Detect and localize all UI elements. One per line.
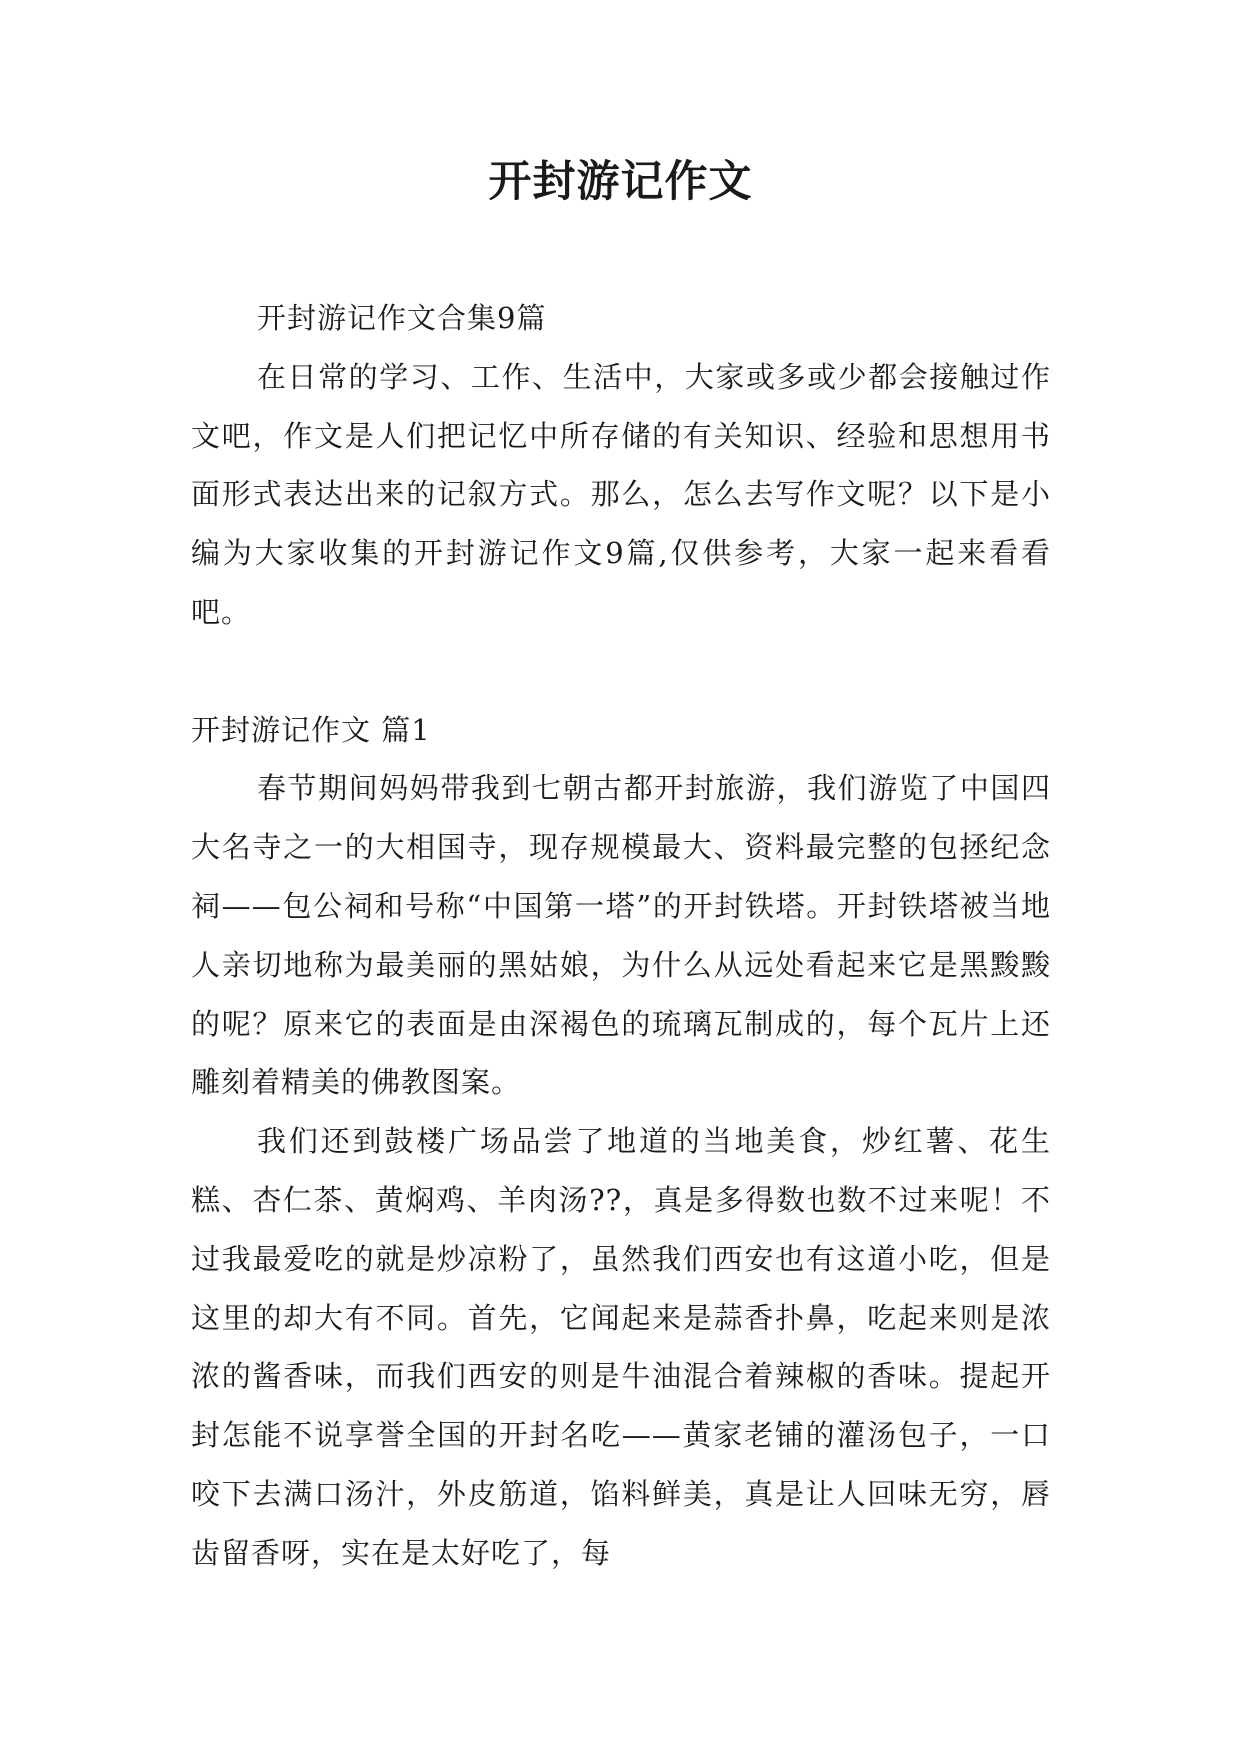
body-paragraph: 春节期间妈妈带我到七朝古都开封旅游，我们游览了中国四大名寺之一的大相国寺，现存规模最大、资料最完整的包拯纪念祠——包公祠和号称“中国第一塔”的开封铁塔。开封铁塔被当地人亲切地称为最美丽的黑姑娘，为什么从远处看起来它是黑黢黢的呢？原来它的表面是由深褐色的琉璃瓦制成的，每个瓦片上还雕刻着精美的佛教图案。 [191, 771, 1051, 1100]
body-paragraph: 我们还到鼓楼广场品尝了地道的当地美食，炒红薯、花生糕、杏仁茶、黄焖鸡、羊肉汤??，真是多得数也数不过来呢！不过我最爱吃的就是炒凉粉了，虽然我们西安也有这道小吃，但是这里的却大有不同。首先，它闻起来是蒜香扑鼻，吃起来则是浓浓的酱香味，而我们西安的则是牛油混合着辣椒的香味。提起开封怎能不说享誉全国的开封名吃——黄家老铺的灌汤包子，一口咬下去满口汤汁，外皮筋道，馅料鲜美，真是让人回味无穷，唇齿留香呀，实在是太好吃了，每 [191, 1124, 1051, 1570]
collection-subtitle: 开封游记作文合集9篇 [257, 301, 547, 335]
document-body [191, 289, 1051, 1583]
section-heading: 开封游记作文 篇1 [191, 712, 431, 747]
intro-paragraph: 在日常的学习、工作、生活中，大家或多或少都会接触过作文吧，作文是人们把记忆中所存储的有关知识、经验和思想用书面形式表达出来的记叙方式。那么，怎么去写作文呢？以下是小编为大家收集的开封游记作文9篇,仅供参考，大家一起来看看吧。 [191, 359, 1051, 629]
document-title: 开封游记作文 [488, 157, 753, 207]
